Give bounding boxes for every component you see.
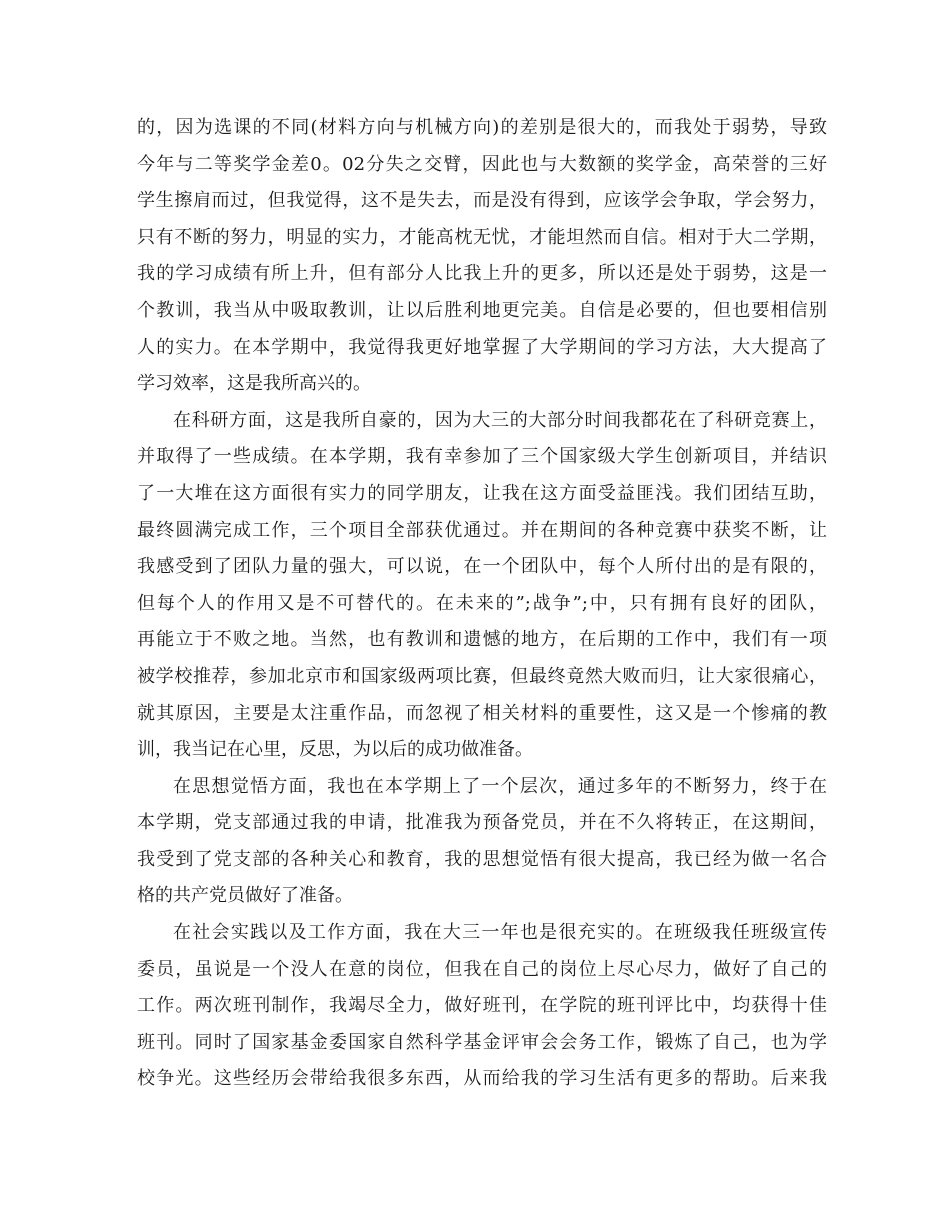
text-line: 就其原因，主要是太注重作品，而忽视了相关材料的重要性，这又是一个惨痛的教 <box>137 702 827 724</box>
text-line: 最终圆满完成工作，三个项目全部获优通过。并在期间的各种竞赛中获奖不断，让 <box>137 519 827 541</box>
text-line: 的，因为选课的不同(材料方向与机械方向)的差别是很大的，而我处于弱势，导致 <box>137 117 827 138</box>
paragraph-first-line: 在科研方面，这是我所自豪的，因为大三的大部分时间我都花在了科研竞赛上， <box>173 409 827 431</box>
text-line: 我的学习成绩有所上升，但有部分人比我上升的更多，所以还是处于弱势，这是一 <box>137 263 827 285</box>
text-line: 委员，虽说是一个没人在意的岗位，但我在自己的岗位上尽心尽力，做好了自己的 <box>137 958 827 980</box>
paragraph-first-line: 在思想觉悟方面，我也在本学期上了一个层次，通过多年的不断努力，终于在 <box>173 775 827 797</box>
text-line: 并取得了一些成绩。在本学期，我有幸参加了三个国家级大学生创新项目，并结识 <box>137 446 827 468</box>
document-body <box>137 110 827 1098</box>
text-line: 训，我当记在心里，反思，为以后的成功做准备。 <box>137 739 533 761</box>
text-line: 人的实力。在本学期中，我觉得我更好地掌握了大学期间的学习方法，大大提高了 <box>137 336 827 358</box>
paragraph-first-line: 在社会实践以及工作方面，我在大三一年也是很充实的。在班级我任班级宣传 <box>173 922 827 944</box>
text-line: 个教训，我当从中吸取教训，让以后胜利地更完美。自信是必要的，但也要相信别 <box>137 299 827 321</box>
text-line: 本学期，党支部通过我的申请，批准我为预备党员，并在不久将转正，在这期间， <box>137 812 827 834</box>
text-line: 但每个人的作用又是不可替代的。在未来的”;战争”;中，只有拥有良好的团队， <box>137 592 827 614</box>
text-line: 只有不断的努力，明显的实力，才能高枕无忧，才能坦然而自信。相对于大二学期， <box>137 226 827 248</box>
text-line: 我感受到了团队力量的强大，可以说，在一个团队中，每个人所付出的是有限的， <box>137 556 827 578</box>
text-line: 我受到了党支部的各种关心和教育，我的思想觉悟有很大提高，我已经为做一名合 <box>137 848 827 870</box>
text-line: 再能立于不败之地。当然，也有教训和遗憾的地方，在后期的工作中，我们有一项 <box>137 629 827 651</box>
text-line: 工作。两次班刊制作，我竭尽全力，做好班刊，在学院的班刊评比中，均获得十佳 <box>137 995 827 1017</box>
text-line: 被学校推荐，参加北京市和国家级两项比赛，但最终竟然大败而归，让大家很痛心， <box>137 665 827 687</box>
text-line: 校争光。这些经历会带给我很多东西，从而给我的学习生活有更多的帮助。后来我 <box>137 1068 827 1090</box>
text-line: 格的共产党员做好了准备。 <box>137 885 353 907</box>
text-line: 学习效率，这是我所高兴的。 <box>137 373 371 395</box>
text-line: 学生擦肩而过，但我觉得，这不是失去，而是没有得到，应该学会争取，学会努力， <box>137 190 827 212</box>
text-line: 今年与二等奖学金差0。02分失之交臂，因此也与大数额的奖学金，高荣誉的三好 <box>137 153 827 175</box>
text-line: 了一大堆在这方面很有实力的同学朋友，让我在这方面受益匪浅。我们团结互助， <box>137 482 827 504</box>
text-line: 班刊。同时了国家基金委国家自然科学基金评审会会务工作，锻炼了自己，也为学 <box>137 1031 827 1053</box>
